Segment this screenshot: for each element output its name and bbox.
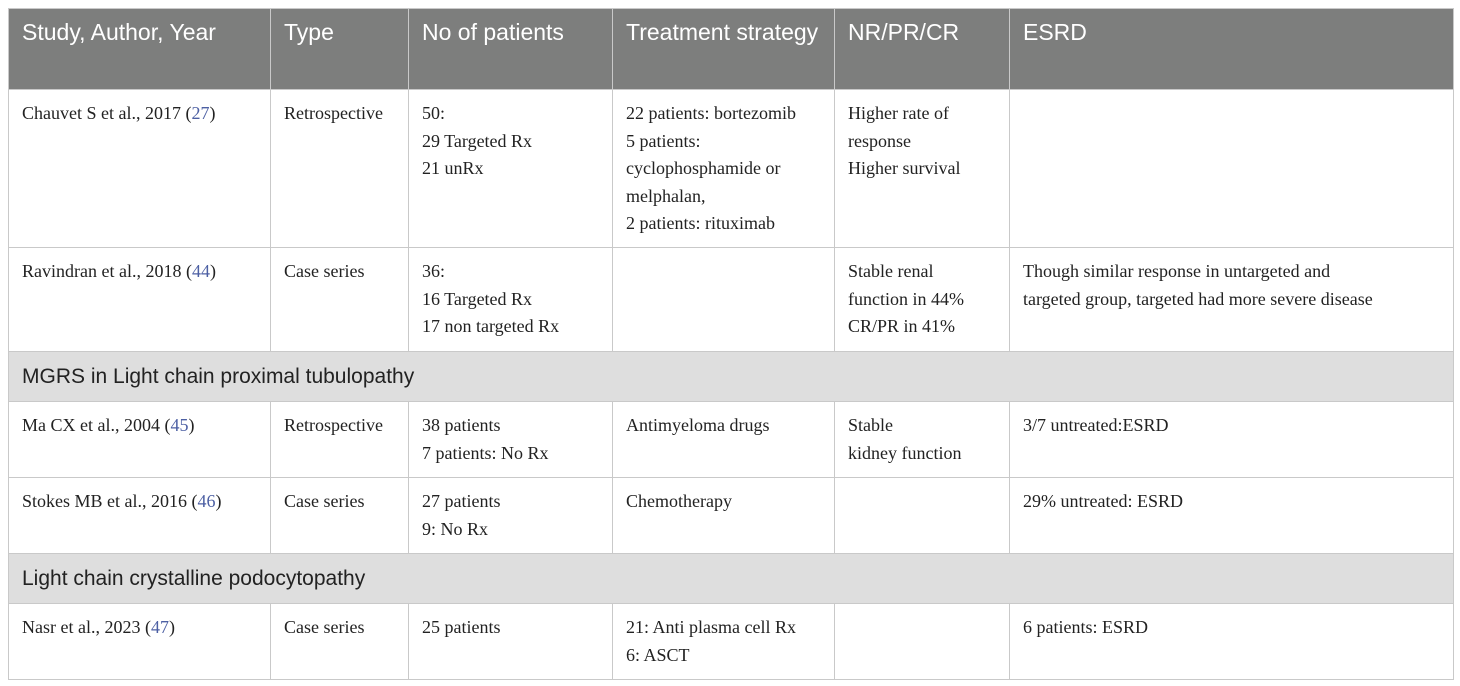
section-row [9,554,1454,604]
reference-link[interactable]: 44 [191,261,210,281]
study-name: Nasr et al., 2023 [22,617,141,637]
cell-type: Case series [271,604,409,680]
cell-treatment: 22 patients: bortezomib 5 patients: cyclophosphamide or melphalan, 2 patients: rituximab [613,90,835,248]
table-row [9,90,1454,248]
study-name: Chauvet S et al., 2017 [22,103,181,123]
study-name: Ma CX et al., 2004 [22,415,160,435]
table-row [9,248,1454,352]
cell-esrd: 6 patients: ESRD [1010,604,1454,680]
cell-esrd: Though similar response in untargeted and targeted group, targeted had more severe disease [1010,248,1454,352]
cell-response [835,478,1010,554]
cell-patients: 25 patients [409,604,613,680]
study-name: Stokes MB et al., 2016 [22,491,187,511]
cell-esrd: 29% untreated: ESRD [1010,478,1454,554]
table-row [9,478,1454,554]
cell-patients: 27 patients 9: No Rx [409,478,613,554]
table-row [9,604,1454,680]
cell-treatment: 21: Anti plasma cell Rx 6: ASCT [613,604,835,680]
cell-response: Stable kidney function [835,402,1010,478]
cell-study: Stokes MB et al., 2016 (46) [9,478,271,554]
cell-treatment: Chemotherapy [613,478,835,554]
section-heading: MGRS in Light chain proximal tubulopathy [9,352,1454,402]
cell-study: Nasr et al., 2023 (47) [9,604,271,680]
cell-type: Retrospective [271,90,409,248]
cell-type: Case series [271,248,409,352]
column-header-esrd: ESRD [1010,9,1454,90]
cell-response: Higher rate of response Higher survival [835,90,1010,248]
cell-patients: 38 patients 7 patients: No Rx [409,402,613,478]
column-header-study: Study, Author, Year [9,9,271,90]
cell-type: Retrospective [271,402,409,478]
column-header-response: NR/PR/CR [835,9,1010,90]
table-row [9,402,1454,478]
results-table [8,8,1454,680]
column-header-type: Type [271,9,409,90]
cell-patients: 50: 29 Targeted Rx 21 unRx [409,90,613,248]
column-header-treatment: Treatment strategy [613,9,835,90]
cell-study: Ma CX et al., 2004 (45) [9,402,271,478]
cell-treatment: Antimyeloma drugs [613,402,835,478]
reference-link[interactable]: 27 [191,103,210,123]
study-name: Ravindran et al., 2018 [22,261,182,281]
cell-response: Stable renal function in 44% CR/PR in 41% [835,248,1010,352]
cell-response [835,604,1010,680]
cell-study: Ravindran et al., 2018 (44) [9,248,271,352]
cell-treatment [613,248,835,352]
column-header-patients: No of patients [409,9,613,90]
header-row [9,9,1454,90]
cell-patients: 36: 16 Targeted Rx 17 non targeted Rx [409,248,613,352]
section-row [9,352,1454,402]
reference-link[interactable]: 47 [150,617,169,637]
cell-esrd [1010,90,1454,248]
cell-study: Chauvet S et al., 2017 (27) [9,90,271,248]
reference-link[interactable]: 46 [197,491,216,511]
cell-esrd: 3/7 untreated:ESRD [1010,402,1454,478]
cell-type: Case series [271,478,409,554]
section-heading: Light chain crystalline podocytopathy [9,554,1454,604]
reference-link[interactable]: 45 [170,415,189,435]
